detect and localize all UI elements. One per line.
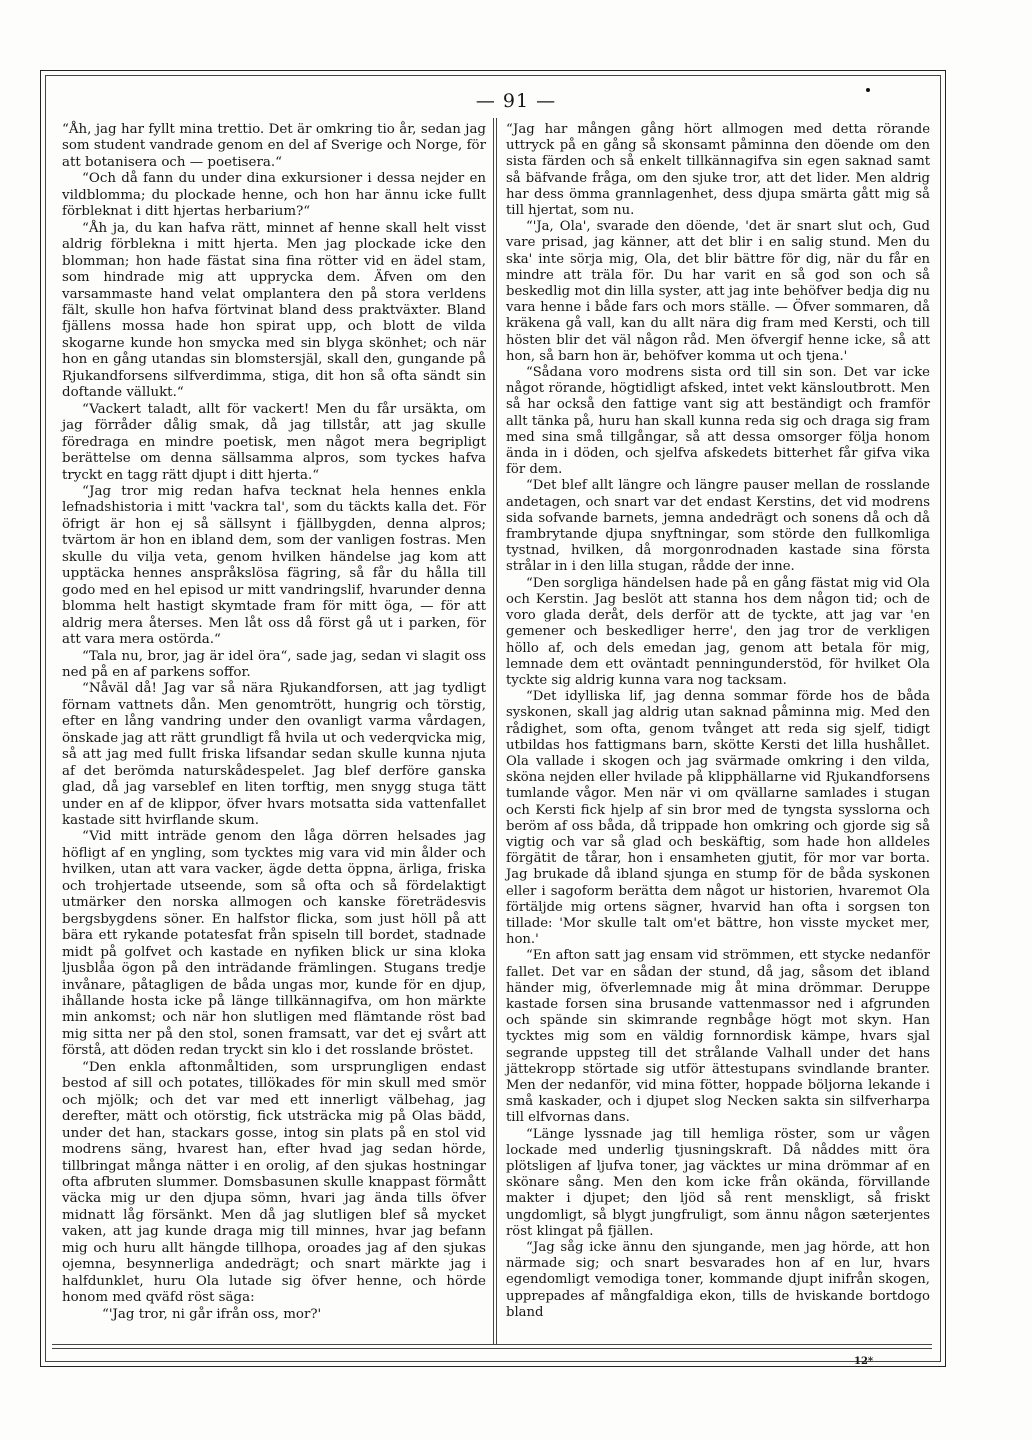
left-column <box>62 122 486 1323</box>
printer-signature: 12* <box>854 1356 874 1367</box>
paragraph: “Sådana voro modrens sista ord till sin son. Det var icke något rörande, högtidligt afsked, intet vekt känsloutbrott. Men så har också den fattige vant sig att beständigt och framför allt tänka på, huru han skall kunna reda sig och draga sig fram med sina små tillgångar, så att dessa omsorger följa honom ända in i döden, och sjelfva afskedets bitterhet får gifva vika för dem. <box>506 365 930 478</box>
paragraph: “Det blef allt längre och längre pauser mellan de rosslande andetagen, och snart var det endast Kerstins, det vid modrens sida sofvande barnets, jemna andedrägt och sonens då och då frambrytande djupa snyftningar, som störde den fullkomliga tystnad, hvilken, då morgonrodnaden kastade sina första strålar in i den lilla stugan, rådde der inne. <box>506 478 930 575</box>
paragraph: “Jag såg icke ännu den sjungande, men jag hörde, att hon närmade sig; och snart besvarades hon af en lur, hvars egendomligt vemodiga toner, kommande djupt inifrån skogen, upprepades af mångfaldiga ekon, tills de hviskande bortdogo bland <box>506 1240 930 1320</box>
column-divider <box>493 118 494 1344</box>
paragraph: “Vackert taladt, allt för vackert! Men du får ursäkta, om jag förråder dålig smak, då jag tillstår, att jag skulle föredraga en mindre poetisk, men något mera begripligt berättelse om denna sällsamma alpros, som tyckes hafva tryckt en tagg rätt djupt i ditt hjerta.“ <box>62 401 486 483</box>
column-divider-second <box>496 118 497 1344</box>
paragraph: “Jag tror mig redan hafva tecknat hela hennes enkla lefnadshistoria i mitt 'vackra tal', som du täckts kalla det. För öfrigt är hon ej så sällsynt i fjällbygden, denna alpros; tvärtom är hon en ibland dem, som der vanligen fostras. Men skulle du vilja veta, genom hvilken händelse jag kom att upptäcka hennes anspråkslösa fägring, så får du hålla till godo med en hel episod ur mitt vandringslif, hvarunder denna blomma helt hastigt skymtade fram för mitt öga, — för att aldrig mera återses. Men låt oss då först gå ut i parken, för att vara mera ostörda.“ <box>62 483 486 648</box>
paragraph: “'Jag tror, ni går ifrån oss, mor?' <box>102 1306 322 1322</box>
right-column <box>506 122 930 1321</box>
paragraph: “Den enkla aftonmåltiden, som ursprungligen endast bestod af sill och potates, tillökades för min skull med smör och mjölk; och det var med ett innerligt välbehag, jag derefter, mätt och otörstig, fick utsträcka mig på Olas bädd, under det han, stackars gosse, intog sin plats på en stol vid modrens säng, hvarest han, efter hvad jag sedan hörde, tillbringat många nätter i en orolig, af den sjukas hostningar ofta afbruten slummer. Domsbasunen skulle knappast förmått väcka mig ur den djupa sömn, hvari jag ända tills öfver midnatt låg försänkt. Men då jag slutligen blef så mycket vaken, att jag kunde draga mig till minnes, hvar jag befann mig och huru allt hängde tillhopa, oroades jag af den sjukas ojemna, besynnerliga andedrägt; och snart märkte jag i halfdunklet, huru Ola lutade sig öfver henne, och hörde honom med qväfd röst säga: <box>62 1059 486 1306</box>
paragraph: “Det idylliska lif, jag denna sommar förde hos de båda syskonen, skall jag aldrig utan saknad påminna mig. Med den rådighet, som ofta, genom tvånget att reda sig sjelf, tidigt utbildas hos fattigmans barn, skötte Kersti det lilla hushållet. Ola vallade i skogen och jag svärmade omkring i den vilda, sköna nejden eller hvilade på klipphällarne vid Rjukandforsens tumlande vågor. Men när vi om qvällarne samlades i stugan och Kersti fick hjelp af sin bror med de tyngsta sysslorna och beröm af oss båda, då trippade hon omkring och gjorde sig så vigtig och var så glad och beskäftig, som hade hon alldeles förgätit de tårar, hon i ensamheten gjutit, för mor var borta. Jag brukade då ibland sjunga en stump för de båda syskonen eller i sagoform berätta dem något ur historien, hvaremot Ola förtäljde mig ortens sägner, hvarvid han ofta i sorgsen ton tillade: 'Mor skulle talt om'et bättre, hon visste mycket mer, hon.' <box>506 689 930 948</box>
paragraph: “'Ja, Ola', svarade den döende, 'det är snart slut och, Gud vare prisad, jag känner, att det blir i en salig stund. Men du ska' inte sörja mig, Ola, det blir bättre för dig, när du får en mindre att träla för. Du har varit en så god son och så beskedlig mot din lilla syster, att jag inte behöfver bedja dig nu vara henne i både fars och mors ställe. — Öfver sommaren, då kräkena gå vall, kan du allt nära dig fram med Kersti, och till hösten blir det väl någon råd. Men öfvergif henne icke, så att hon, så barn hon är, behöfver komma ut och tjena.' <box>506 219 930 364</box>
paragraph: “Åh ja, du kan hafva rätt, minnet af henne skall helt visst aldrig förblekna i mitt hjerta. Men jag plockade icke den blomman; hon hade fästat sina fina rötter vid en ädel stam, som hindrade mig att upprycka dem. Äfven om den varsammaste hand velat omplantera den på stora verldens fält, skulle hon hafva förtvinat bland dess praktväxter. Bland fjällens mossa hade hon spirat upp, och blott de vilda skogarne kunde hon smycka med sin blyga skönhet; och när hon en gång utandas sin blomstersjäl, skall den, gungande på Rjukandforsens silfverdimma, stiga, dit hon så ofta sändt sin doftande vällukt.“ <box>62 220 486 401</box>
paragraph: “Tala nu, bror, jag är idel öra“, sade jag, sedan vi slagit oss ned på en af parkens soffor. <box>62 648 486 680</box>
paragraph: “Åh, jag har fyllt mina trettio. Det är omkring tio år, sedan jag som student vandrade genom en del af Sverige och Norge, för att botanisera och — poetisera.“ <box>62 122 486 170</box>
paragraph: “Länge lyssnade jag till hemliga röster, som ur vågen lockade med underlig tjusningskraft. Då nåddes mitt öra plötsligen af ljufva toner, jag väcktes ur mina drömmar af en skönare sång. Men den kom icke från okända, förvillande makter i djupet; den ljöd så rent menskligt, så friskt ungdomligt, så blygt jungfruligt, som ännu någon sæterjentes röst klingat på fjällen. <box>506 1126 930 1239</box>
paragraph: “Och då fann du under dina exkursioner i dessa nejder en vildblomma; du plockade henne, och hon har ännu icke fullt förbleknat i ditt hjertas herbarium?“ <box>62 171 486 220</box>
paragraph: “Nåväl då! Jag var så nära Rjukandforsen, att jag tydligt förnam vattnets dån. Men genomtrött, hungrig och törstig, efter en lång vandring under den ovanligt varma vårdagen, önskade jag att rätt grundligt få hvila ut och vederqvicka mig, så att jag med fullt friska lifsandar sedan skulle kunna njuta af det berömda naturskådespelet. Jag blef derföre ganska glad, då jag varseblef en liten torftig, men snygg stuga tätt under en af de klippor, öfver hvars motsatta sida vattenfallet kastade sitt hvirflande skum. <box>62 681 486 829</box>
paragraph: “Jag har mången gång hört allmogen med detta rörande uttryck på en gång så skonsamt påminna den döende om den sista färden och så enkelt tillkännagifva sin egen saknad samt så bäfvande fråga, om den sjuke tror, att det lider. Men aldrig har dess ömma grannlagenhet, dess djupa smärta gått mig så till hjertat, som nu. <box>506 122 930 219</box>
paragraph: “Den sorgliga händelsen hade på en gång fästat mig vid Ola och Kerstin. Jag beslöt att stanna hos dem någon tid; och de voro glada deråt, dels derför att de tyckte, att jag var 'en gemener och beskedliger herre', den jag tror de verkligen höllo af, och dels emedan jag, genom att betala för mig, lemnade dem ett oväntadt penningunderstöd, för hvilket Ola tyckte sig aldrig kunna vara nog tacksam. <box>506 575 930 688</box>
bottom-rule <box>52 1344 932 1349</box>
paragraph: “En afton satt jag ensam vid strömmen, ett stycke nedanför fallet. Det var en sådan der stund, då jag, såsom det ibland händer mig, öfverlemnade mig åt mina drömmar. Deruppe kastade forsen sina brusande vattenmassor ned i afgrunden och spände sin skimrande regnbåge högt mot skyn. Han tycktes mig som en väldig fornnordisk kämpe, hvars sjal segrande uppsteg till det strålande Valhall under det hans jättekropp störtade sig utför ättestupans svindlande branter. Men der nedanför, vid mina fötter, hoppade böljorna lekande i små kaskader, och i djupet slog Necken sakta sin silfverharpa till elfvornas dans. <box>506 948 930 1126</box>
page-number: — 91 — <box>475 90 557 112</box>
paragraph: “Vid mitt inträde genom den låga dörren helsades jag höfligt af en yngling, som tycktes mig vara vid min ålder och hvilken, utan att vara vacker, ägde detta öppna, ärliga, friska och trohjertade utseende, som så ofta och så fördelaktigt utmärker den norska allmogen och kanske företrädesvis bergsbygdens söner. En halfstor flicka, som just höll på att bära ett rykande potatesfat från spiseln till bordet, stadnade midt på golfvet och kastade en nyfiken blick ur sina kloka ljusblåa ögon på den inträdande främlingen. Stugans tredje invånare, påtagligen de båda ungas mor, kunde för en djup, ihållande hosta icke på länge tillkännagifva, om hon märkte min ankomst; och när hon slutligen med flämtande röst bad mig sitta ner på den stol, sonen framsatt, var det ej svårt att förstå, att döden redan tryckt sin klo i det rosslande bröstet. <box>62 829 486 1059</box>
